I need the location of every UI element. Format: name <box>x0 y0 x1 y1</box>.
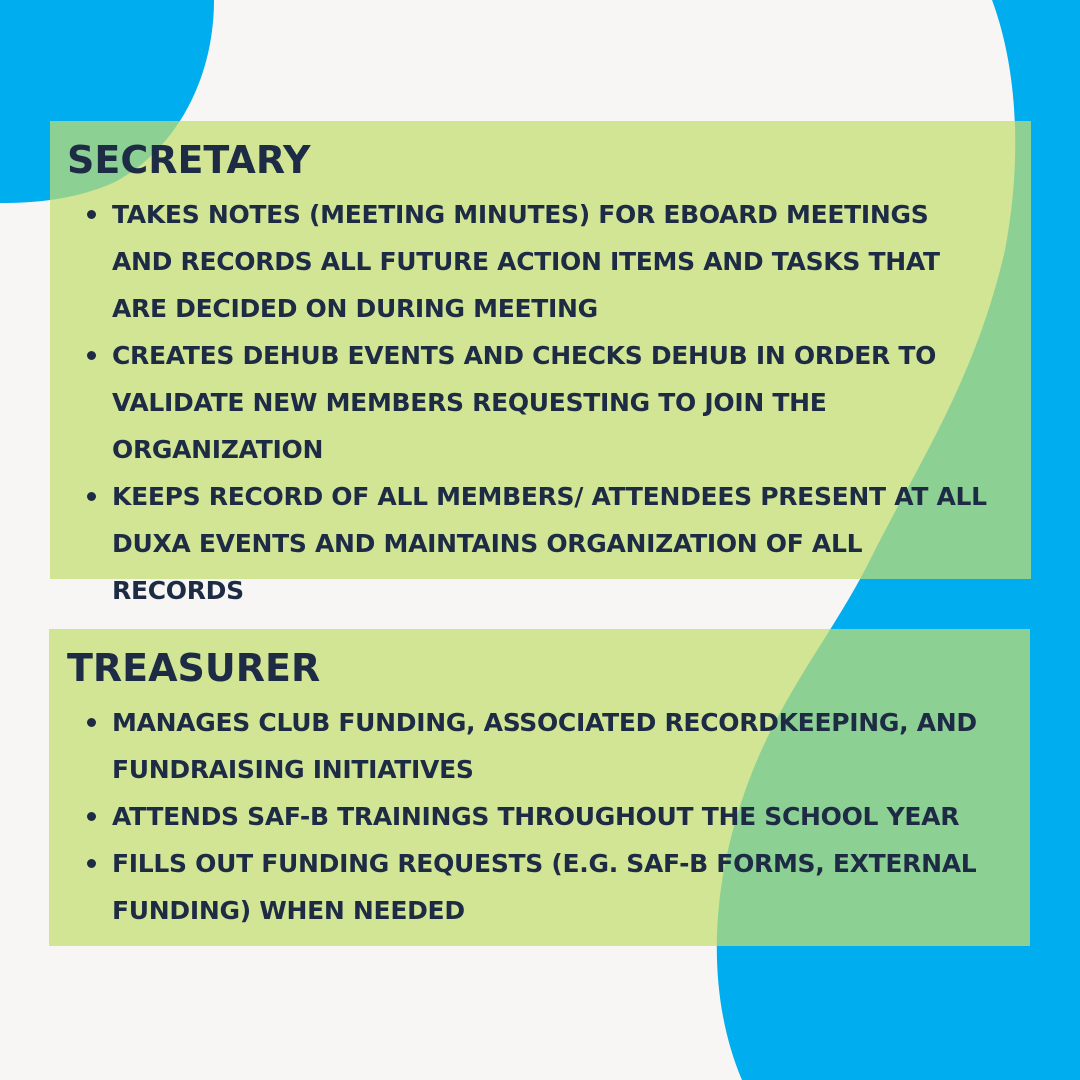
list-item <box>67 793 1030 840</box>
bullet-icon <box>87 718 96 727</box>
bullet-icon <box>87 492 96 501</box>
treasurer-title: TREASURER <box>67 646 321 690</box>
list-item <box>67 191 1031 332</box>
list-item <box>67 473 1031 614</box>
list-item <box>67 332 1031 473</box>
bullet-icon <box>87 210 96 219</box>
duty-text: ATTENDS SAF-B TRAININGS THROUGHOUT THE SCHOOL YEAR <box>112 802 960 831</box>
duty-text: FILLS OUT FUNDING REQUESTS (E.G. SAF-B FORMS, EXTERNAL FUNDING) WHEN NEEDED <box>112 849 977 925</box>
duty-text: CREATES DEHUB EVENTS AND CHECKS DEHUB IN ORDER TO VALIDATE NEW MEMBERS REQUESTING TO JOIN THE ORGANIZATION <box>112 341 937 464</box>
duty-text: MANAGES CLUB FUNDING, ASSOCIATED RECORDKEEPING, AND FUNDRAISING INITIATIVES <box>112 708 977 784</box>
treasurer-card <box>49 629 1030 946</box>
bullet-icon <box>87 812 96 821</box>
secretary-card <box>50 121 1031 605</box>
duty-text: TAKES NOTES (MEETING MINUTES) FOR EBOARD MEETINGS AND RECORDS ALL FUTURE ACTION ITEMS AND TASKS THAT ARE DECIDED ON DURING MEETING <box>112 200 940 323</box>
secretary-duty-list <box>67 191 1031 614</box>
treasurer-duty-list <box>67 699 1030 934</box>
bullet-icon <box>87 351 96 360</box>
secretary-title: SECRETARY <box>67 138 311 182</box>
duty-text: KEEPS RECORD OF ALL MEMBERS/ ATTENDEES PRESENT AT ALL DUXA EVENTS AND MAINTAINS ORGANIZATION OF ALL RECORDS <box>112 482 987 605</box>
list-item <box>67 699 1030 793</box>
list-item <box>67 840 1030 934</box>
bullet-icon <box>87 859 96 868</box>
